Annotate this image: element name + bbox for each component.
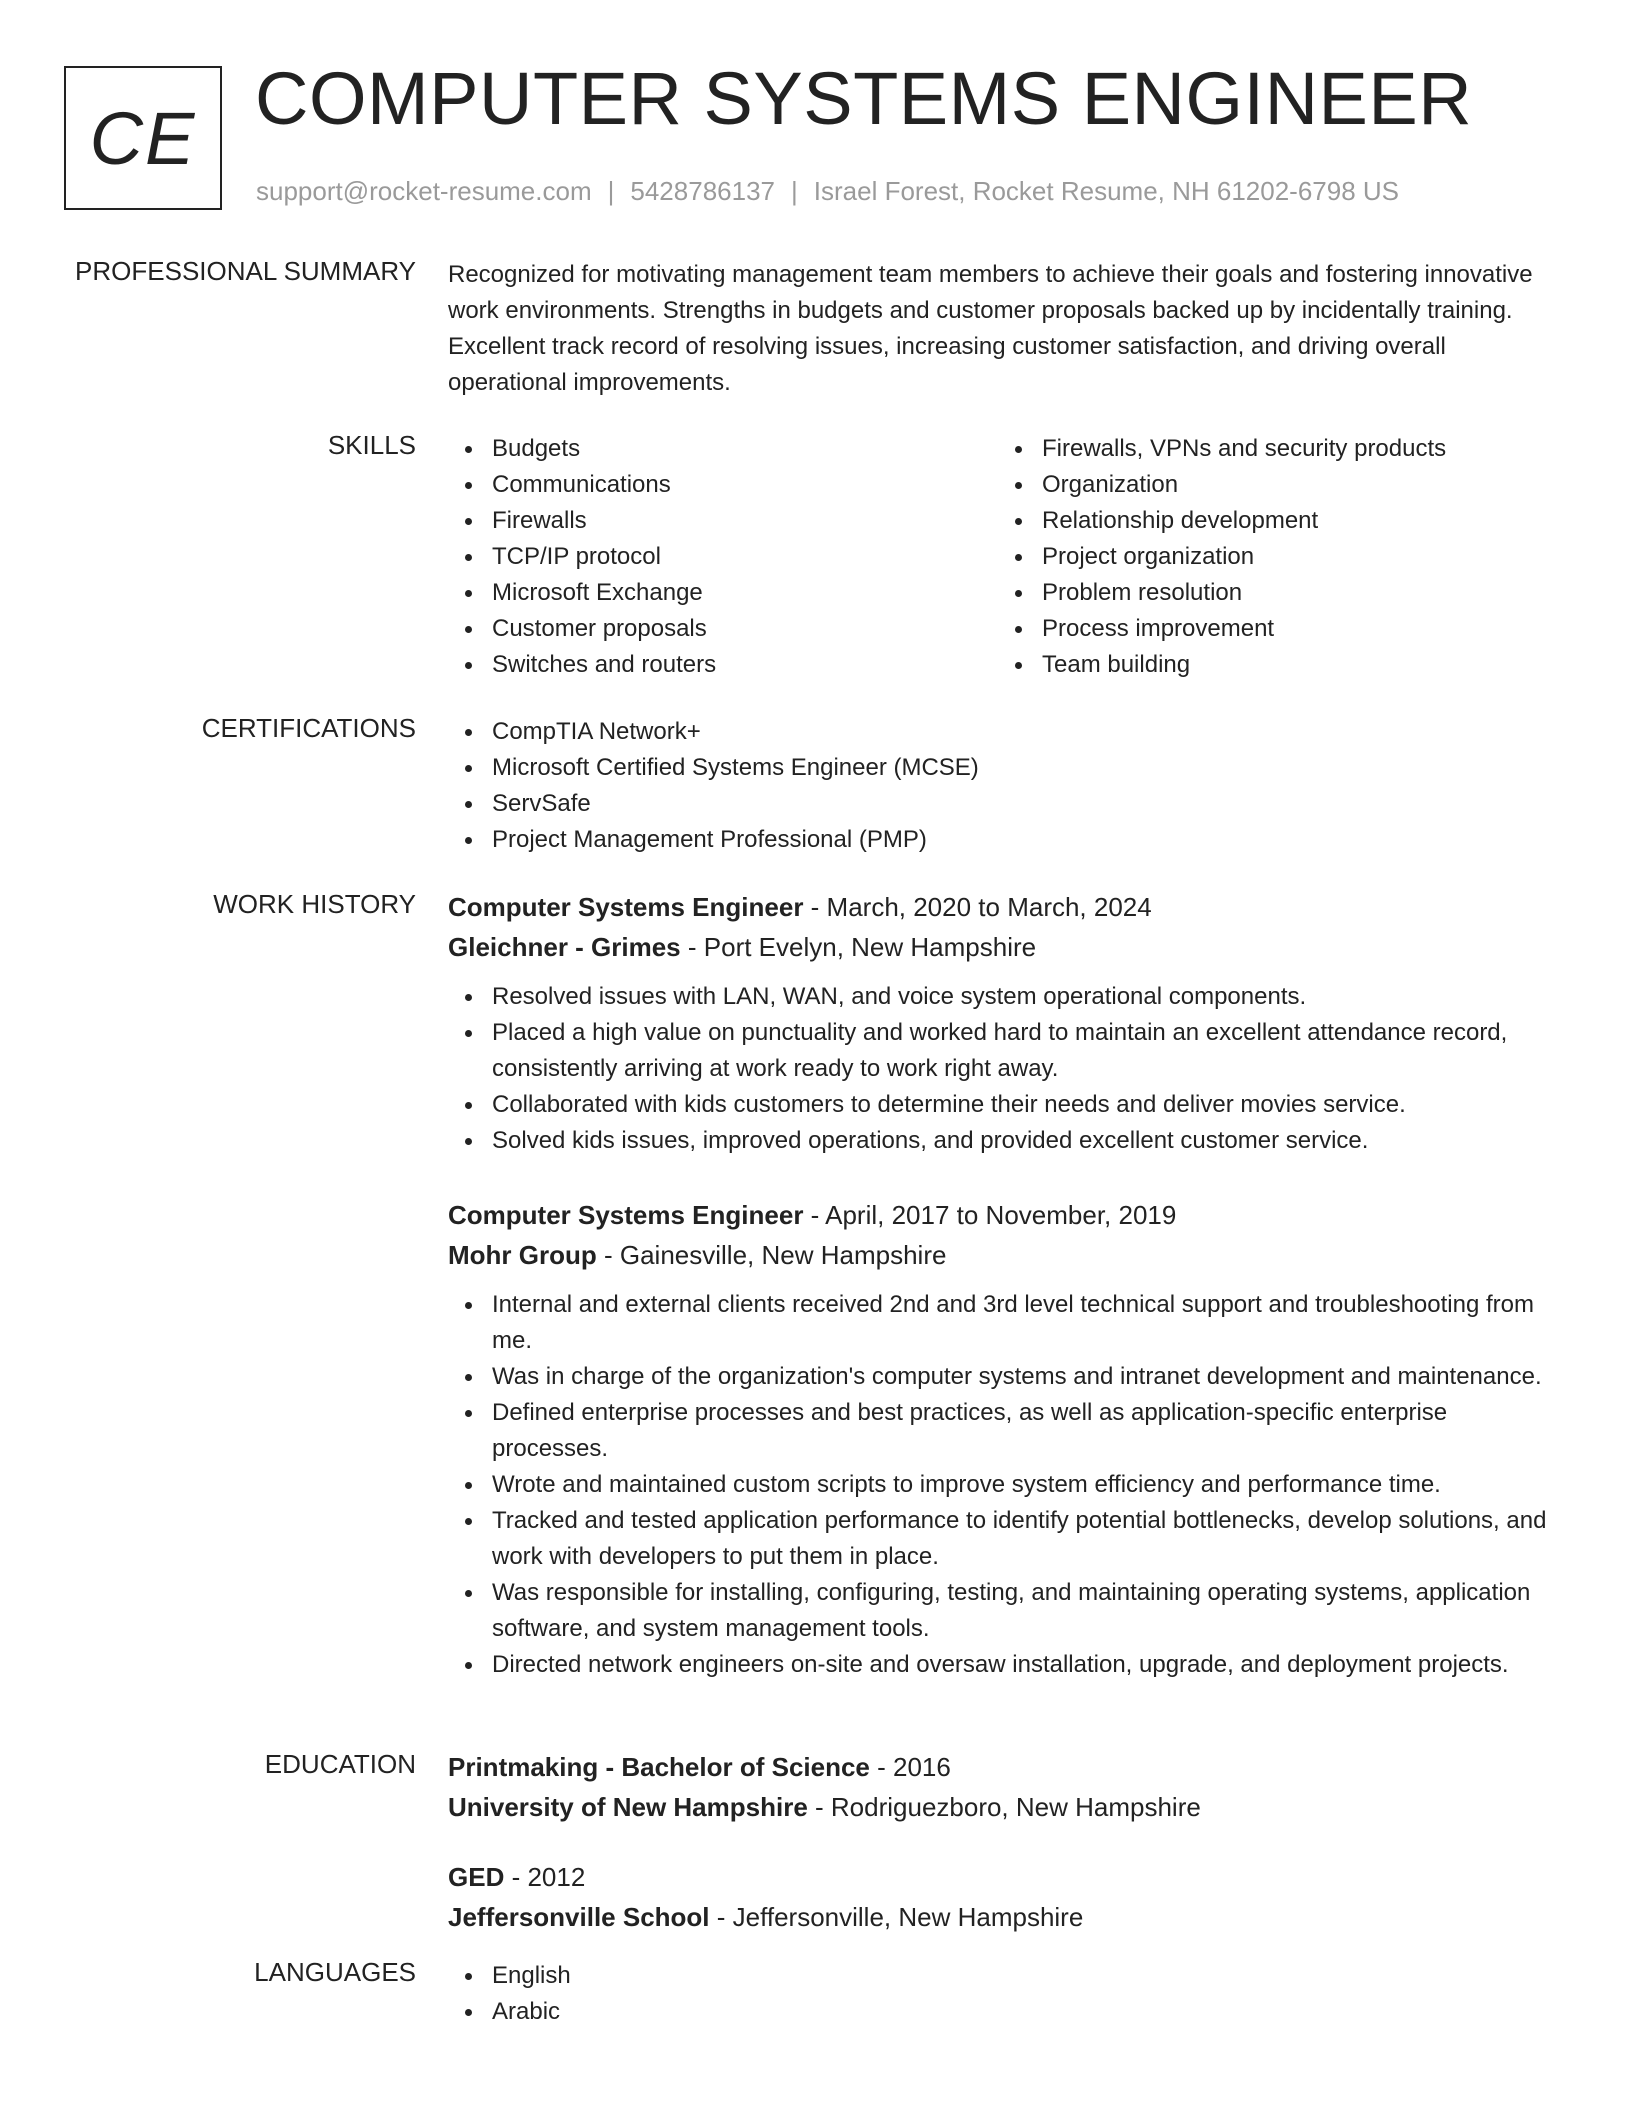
separator: | [607,176,615,206]
contact-phone: 5428786137 [630,176,775,206]
monogram-logo: CE [64,66,222,210]
degree-year: - 2016 [869,1752,951,1782]
school-location: - Rodriguezboro, New Hampshire [807,1792,1201,1822]
list-item: Customer proposals [448,611,998,647]
list-item: Relationship development [998,503,1548,539]
certifications-list [448,714,1560,858]
work-history-body [448,887,1560,1683]
skills-list-right [998,431,1548,683]
list-item: Microsoft Exchange [448,575,998,611]
job-company: Mohr Group [448,1240,597,1270]
degree: Printmaking - Bachelor of Science [448,1752,870,1782]
education-body [448,1747,1560,1937]
school-line [448,1897,1560,1937]
list-item: Defined enterprise processes and best practices, as well as application-specific enterprise processes. [448,1395,1560,1467]
skills-list-left [448,431,998,683]
list-item: Wrote and maintained custom scripts to improve system efficiency and performance time. [448,1467,1560,1503]
list-item: Arabic [448,1994,1560,2030]
list-item: Was in charge of the organization's computer systems and intranet development and maintenance. [448,1359,1560,1395]
list-item: Project Management Professional (PMP) [448,822,1560,858]
list-item: Communications [448,467,998,503]
list-item: Budgets [448,431,998,467]
list-item: Solved kids issues, improved operations, and provided excellent customer service. [448,1123,1560,1159]
separator: | [791,176,798,206]
education-entry [448,1747,1560,1827]
list-item: Tracked and tested application performance to identify potential bottlenecks, develop solutions, and work with developers to put them in place. [448,1503,1560,1575]
list-item: Directed network engineers on-site and oversaw installation, upgrade, and deployment projects. [448,1647,1560,1683]
job-location: - Port Evelyn, New Hampshire [680,932,1037,962]
section-label-certifications: CERTIFICATIONS [201,713,416,743]
list-item: Collaborated with kids customers to determine their needs and deliver movies service. [448,1087,1560,1123]
degree-year: - 2012 [504,1862,586,1892]
job-bullets [448,1287,1560,1683]
list-item: Internal and external clients received 2nd and 3rd level technical support and troubleshooting from me. [448,1287,1560,1359]
job-entry [448,887,1560,1159]
languages-list [448,1958,1560,2030]
job-dates: - March, 2020 to March, 2024 [803,892,1152,922]
summary-text: Recognized for motivating management team members to achieve their goals and fostering innovative work environments. Strengths in budgets and customer proposals backed up by incidentally training. Excellent track record of resolving issues, increasing customer satisfaction, and driving overall operational improvements. [448,261,1533,396]
candidate-name: COMPUTER SYSTEMS ENGINEER [255,57,1473,140]
school-line [448,1787,1560,1827]
education-entry [448,1857,1560,1937]
job-bullets [448,979,1560,1159]
job-title: Computer Systems Engineer [448,892,804,922]
job-title-line [448,1195,1560,1235]
list-item: Problem resolution [998,575,1548,611]
school-location: - Jeffersonville, New Hampshire [709,1902,1084,1932]
job-company-line [448,1235,1560,1275]
contact-email: support@rocket-resume.com [256,176,592,206]
list-item: Firewalls [448,503,998,539]
list-item: Firewalls, VPNs and security products [998,431,1548,467]
section-label-skills: SKILLS [327,430,416,460]
degree-line [448,1747,1560,1787]
list-item: ServSafe [448,786,1560,822]
section-label-education: EDUCATION [264,1749,416,1779]
list-item: English [448,1958,1560,1994]
list-item: CompTIA Network+ [448,714,1560,750]
contact-line [256,176,1399,207]
list-item: TCP/IP protocol [448,539,998,575]
list-item: Organization [998,467,1548,503]
job-company: Gleichner - Grimes [448,932,681,962]
list-item: Project organization [998,539,1548,575]
list-item: Process improvement [998,611,1548,647]
list-item: Microsoft Certified Systems Engineer (MCSE) [448,750,1560,786]
languages-body [448,1958,1560,2030]
job-title-line [448,887,1560,927]
contact-address: Israel Forest, Rocket Resume, NH 61202-6798 US [813,176,1400,206]
section-label-languages: LANGUAGES [254,1957,416,1987]
list-item: Resolved issues with LAN, WAN, and voice system operational components. [448,979,1560,1015]
list-item: Placed a high value on punctuality and worked hard to maintain an excellent attendance record, consistently arriving at work ready to work right away. [448,1015,1560,1087]
job-location: - Gainesville, New Hampshire [596,1240,947,1270]
section-label-work: WORK HISTORY [213,889,416,919]
job-title: Computer Systems Engineer [448,1200,804,1230]
degree-line [448,1857,1560,1897]
list-item: Was responsible for installing, configuring, testing, and maintaining operating systems, application software, and system management tools. [448,1575,1560,1647]
list-item: Team building [998,647,1548,683]
certifications-body [448,714,1560,858]
job-company-line [448,927,1560,967]
skills-columns [448,431,1560,683]
section-label-summary: PROFESSIONAL SUMMARY [75,256,416,286]
school: Jeffersonville School [448,1902,710,1932]
degree: GED [448,1862,505,1892]
list-item: Switches and routers [448,647,998,683]
job-dates: - April, 2017 to November, 2019 [803,1200,1177,1230]
job-entry [448,1195,1560,1683]
school: University of New Hampshire [448,1792,808,1822]
